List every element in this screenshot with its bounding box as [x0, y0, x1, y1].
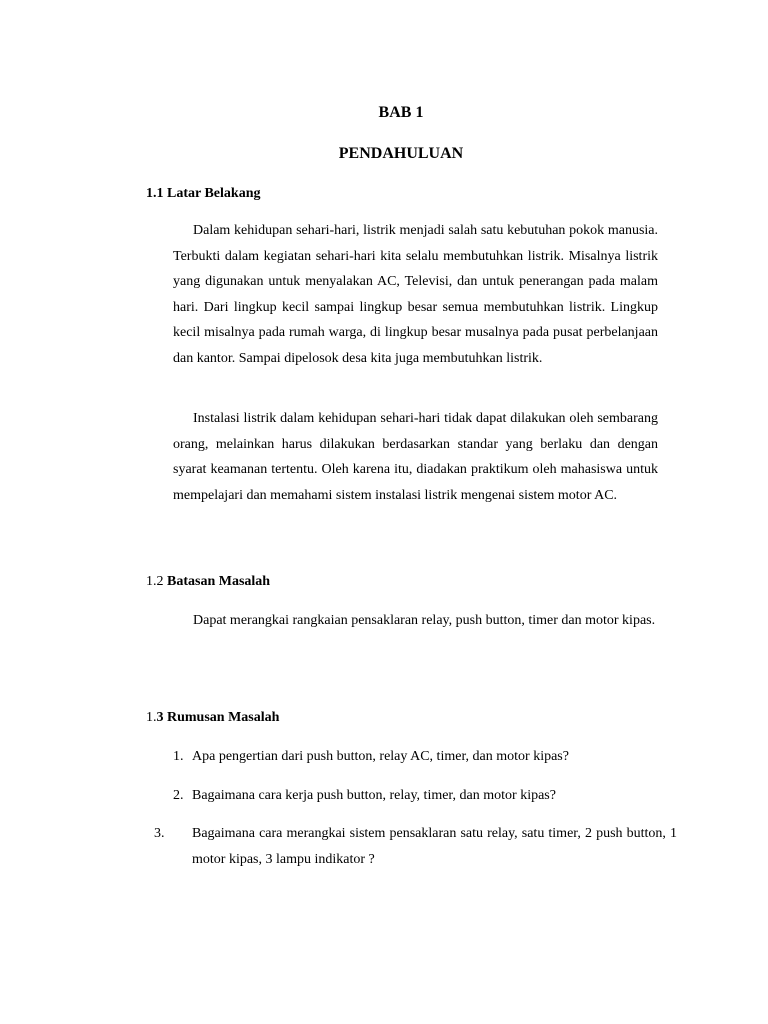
- section-number: 1.1: [146, 186, 167, 201]
- list-item: [173, 783, 658, 809]
- chapter-title: PENDAHULUAN: [338, 145, 464, 162]
- paragraph: Dalam kehidupan sehari-hari, listrik menjadi salah satu kebutuhan pokok manusia. Terbukti dalam kegiatan sehari-hari kita selalu membutuhkan listrik. Misalnya listrik yang digunakan untuk menyalakan AC, Televisi, dan untuk penerangan pada malam hari. Dari lingkup kecil sampai lingkup besar semua membutuhkan listrik. Lingkup kecil misalnya pada rumah warga, di lingkup besar musalnya pada pusat perbelanjaan dan kantor. Sampai dipelosok desa kita juga membutuhkan listrik.: [173, 223, 658, 366]
- paragraph: Dapat merangkai rangkaian pensaklaran relay, push button, timer dan motor kipas.: [193, 613, 656, 628]
- list-marker: 1.: [173, 749, 184, 764]
- list-item-text: Apa pengertian dari push button, relay AC, timer, dan motor kipas?: [192, 749, 569, 764]
- section-title: Rumusan Masalah: [167, 710, 280, 725]
- section-heading-latar-belakang: [146, 186, 260, 202]
- paragraph: Instalasi listrik dalam kehidupan sehari-hari tidak dapat dilakukan oleh sembarang orang, melainkan harus dilakukan berdasarkan standar yang berlaku dan dengan syarat keamanan tertentu. Oleh karena itu, diadakan praktikum oleh mahasiswa untuk mempelajari dan memahami sistem instalasi listrik mengenai sistem motor AC.: [173, 411, 658, 503]
- section-number-bold: 3: [156, 710, 164, 725]
- section-number: 1.: [146, 710, 157, 725]
- chapter-number: BAB 1: [378, 104, 424, 121]
- section-heading-batasan-masalah: [146, 574, 270, 590]
- section-number: 1.2: [146, 574, 164, 589]
- list-marker: 3.: [154, 826, 165, 841]
- list-item: [173, 744, 658, 770]
- section-title: Latar Belakang: [167, 186, 261, 201]
- section-heading-rumusan-masalah: [146, 710, 279, 726]
- list-item-text: Bagaimana cara merangkai sistem pensaklaran satu relay, satu timer, 2 push button, 1 motor kipas, 3 lampu indikator ?: [192, 826, 677, 867]
- list-item-text: Bagaimana cara kerja push button, relay, timer, dan motor kipas?: [192, 788, 556, 803]
- list-marker: 2.: [173, 788, 184, 803]
- list-item: [154, 821, 677, 873]
- section-title: Batasan Masalah: [167, 574, 271, 589]
